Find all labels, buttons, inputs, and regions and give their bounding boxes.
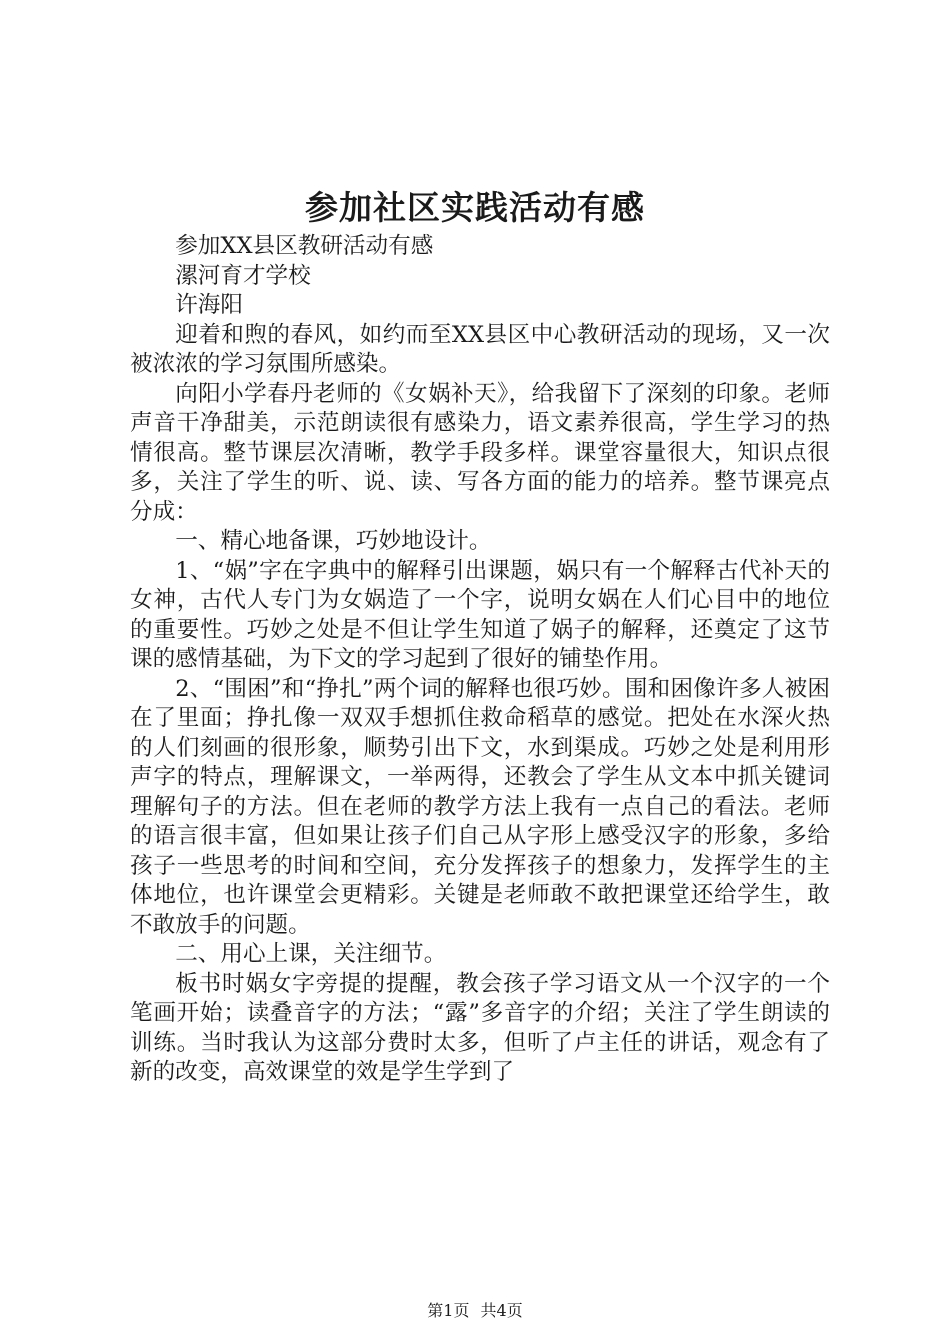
page-footer (0, 1300, 950, 1322)
author-name-paragraph: 许海阳 (175, 292, 243, 318)
school-name-paragraph: 漯河育才学校 (175, 262, 311, 289)
body-paragraph: 板书时娲女字旁提的提醒，教会孩子学习语文从一个汉字的一个笔画开始；读叠音字的方法；“露”多音字的介绍；关注了学生朗读的训练。当时我认为这部分费时太多，但听了卢主任的讲话，观念有了新的改变，高效课堂的效是学生学到了 (130, 970, 830, 1085)
body-paragraph: 2、“围困”和“挣扎”两个词的解释也很巧妙。围和困像许多人被困在了里面；挣扎像一双双手想抓住救命稻草的感觉。把处在水深火热的人们刻画的很形象，顺势引出下文，水到渠成。巧妙之处是利用形声字的特点，理解课文，一举两得，还教会了学生从文本中抓关键词理解句子的方法。但在老师的教学方法上我有一点自己的看法。老师的语言很丰富，但如果让孩子们自己从字形上感受汉字的形象，多给孩子一些思考的时间和空间，充分发挥孩子的想象力，发挥学生的主体地位，也许课堂会更精彩。关键是老师敢不敢把课堂还给学生，敢不敢放手的问题。 (130, 675, 830, 938)
page-total: 共4页 (480, 1301, 523, 1320)
section-heading: 一、精心地备课，巧妙地设计。 (175, 528, 492, 554)
document-title: 参加社区实践活动有感 (305, 188, 645, 227)
page-number: 第1页 (427, 1301, 470, 1320)
section-heading: 二、用心上课，关注细节。 (175, 941, 447, 967)
body-paragraph: 1、“娲”字在字典中的解释引出课题，娲只有一个解释古代补天的女神，古代人专门为女娲造了一个字，说明女娲在人们心目中的地位的重要性。巧妙之处是不但让学生知道了娲子的解释，还奠定了这节课的感情基础，为下文的学习起到了很好的铺垫作用。 (130, 557, 830, 672)
subtitle-paragraph: 参加XX县区教研活动有感 (175, 233, 434, 259)
document-body (130, 232, 830, 1088)
body-paragraph: 向阳小学春丹老师的《女娲补天》，给我留下了深刻的印象。老师声音干净甜美，示范朗读很有感染力，语文素养很高，学生学习的热情很高。整节课层次清晰，教学手段多样。课堂容量很大，知识点很多，关注了学生的听、说、读、写各方面的能力的培养。整节课亮点分成： (130, 380, 830, 525)
body-paragraph: 迎着和煦的春风，如约而至XX县区中心教研活动的现场，又一次被浓浓的学习氛围所感染。 (130, 321, 830, 377)
